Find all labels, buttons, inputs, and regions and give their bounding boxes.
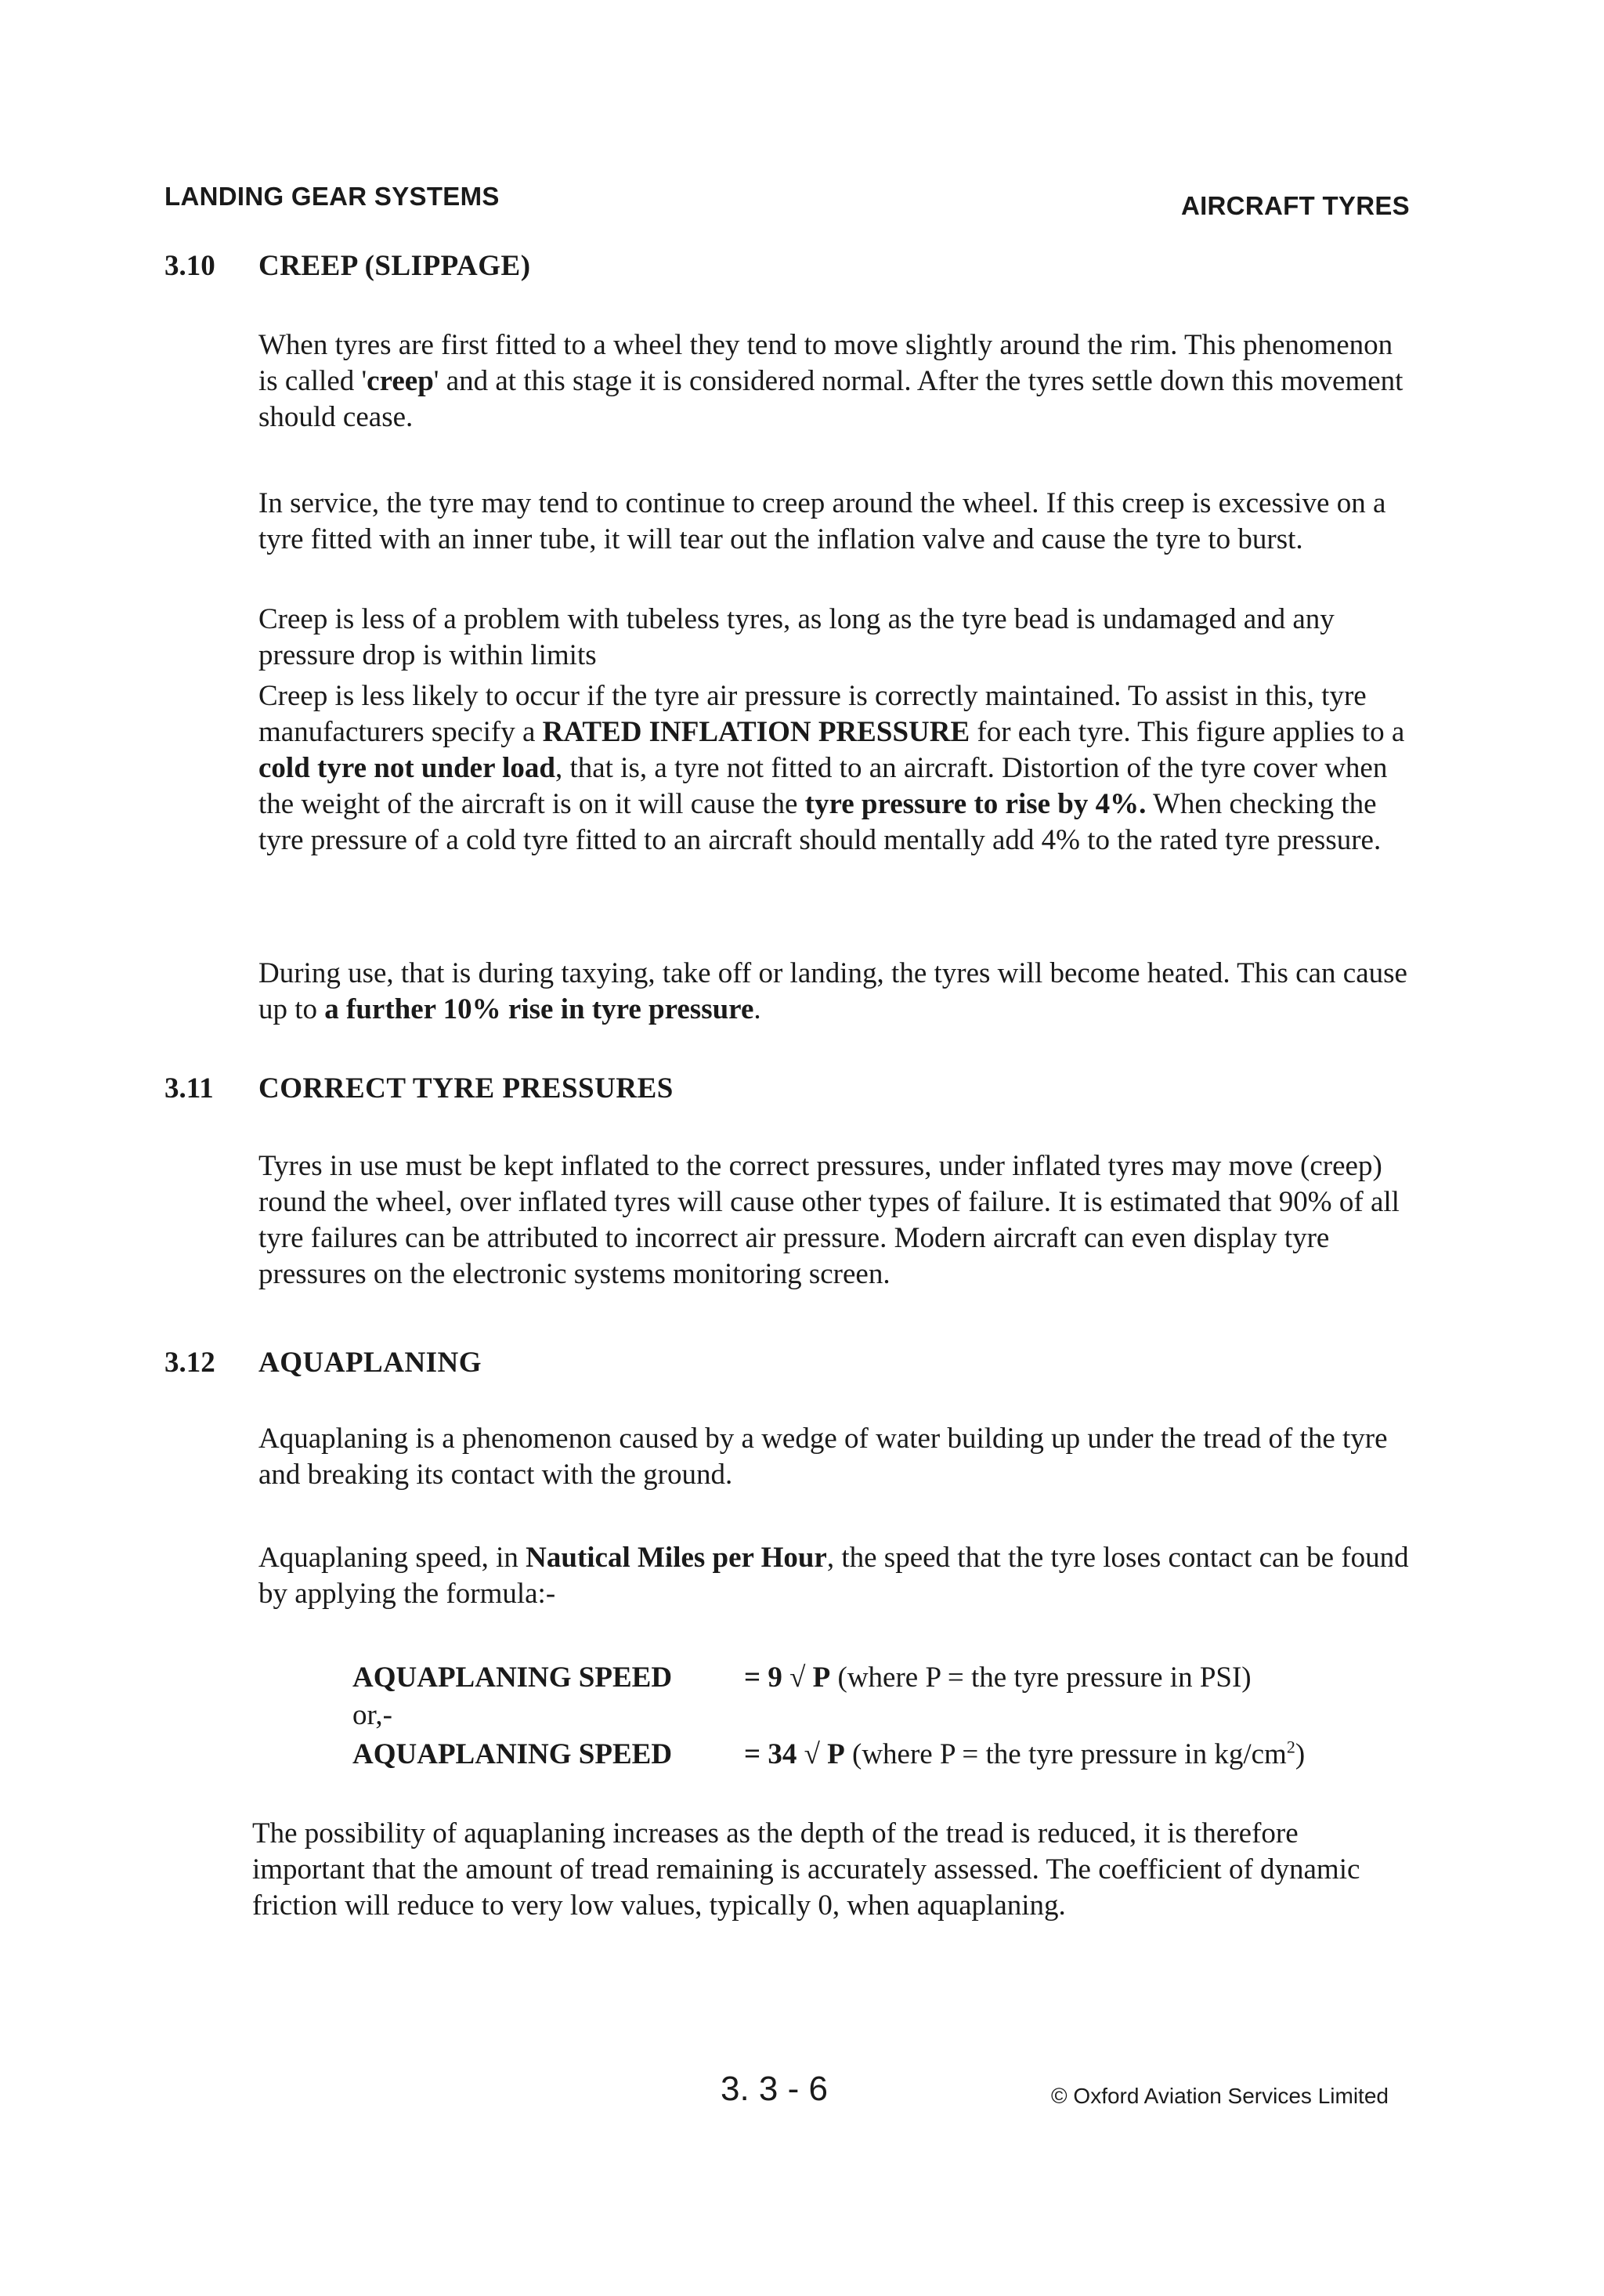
section-3-11-number: 3.11 <box>164 1072 214 1105</box>
formula-or: or,- <box>352 1699 392 1731</box>
formula-kgcm2-label: AQUAPLANING SPEED <box>352 1738 673 1770</box>
section-3-12-number: 3.12 <box>164 1347 215 1379</box>
formula-kgcm2-equation: = 34 √ P (where P = the tyre pressure in $kg/cm^2$) <box>744 1737 1306 1770</box>
section-3-10-title: CREEP (SLIPPAGE) <box>258 250 531 282</box>
creep-paragraph-4: Creep is less likely to occur if the tyre air pressure is correctly maintained. To assist in this, tyre manufacturers specify a RATED INFLATION PRESSURE for each tyre. This figure applies to a cold tyre not under load, that is, a tyre not fitted to an aircraft. Distortion of the tyre cover when the weight of the aircraft is on it will cause the tyre pressure to rise by 4%. When checking the tyre pressure of a cold tyre fitted to an aircraft should mentally add 4% to the rated tyre pressure. <box>258 680 1405 856</box>
pressures-paragraph: Tyres in use must be kept inflated to the correct pressures, under inflated tyres may move (creep) round the wheel, over inflated tyres will cause other types of failure. It is estimated that 90% of all tyre failures can be attributed to incorrect air pressure. Modern aircraft can even display tyre pressures on the electronic systems monitoring screen. <box>258 1150 1400 1290</box>
header-left: LANDING GEAR SYSTEMS <box>164 182 500 211</box>
aquaplaning-paragraph-1: Aquaplaning is a phenomenon caused by a wedge of water building up under the tread of the tyre and breaking its contact with the ground. <box>258 1423 1388 1491</box>
page-number: 3. 3 - 6 <box>721 2070 828 2108</box>
creep-paragraph-5: During use, that is during taxying, take off or landing, the tyres will become heated. This can cause up to a further 10% rise in tyre pressure. <box>258 957 1407 1025</box>
aquaplaning-paragraph-2: Aquaplaning speed, in Nautical Miles per Hour, the speed that the tyre loses contact can be found by applying the formula:- <box>258 1542 1409 1610</box>
formula-psi <box>352 1661 1410 1700</box>
aquaplaning-paragraph-3: The possibility of aquaplaning increases as the depth of the tread is reduced, it is therefore important that the amount of tread remaining is accurately assessed. The coefficient of dynamic friction will reduce to very low values, typically 0, when aquaplaning. <box>252 1817 1360 1922</box>
creep-paragraph-3: Creep is less of a problem with tubeless tyres, as long as the tyre bead is undamaged and any pressure drop is within limits <box>258 603 1335 671</box>
creep-paragraph-1: When tyres are first fitted to a wheel they tend to move slightly around the rim. This phenomenon is called 'creep' and at this stage it is considered normal. After the tyres settle down this movement should cease. <box>258 329 1404 433</box>
copyright-notice: © Oxford Aviation Services Limited <box>1051 2084 1389 2108</box>
header-right: AIRCRAFT TYRES <box>1180 191 1410 220</box>
creep-paragraph-2: In service, the tyre may tend to continue to creep around the wheel. If this creep is excessive on a tyre fitted with an inner tube, it will tear out the inflation valve and cause the tyre to burst. <box>258 487 1386 555</box>
formula-psi-label: AQUAPLANING SPEED <box>352 1661 673 1694</box>
section-3-12-title: AQUAPLANING <box>258 1347 482 1379</box>
formula-kgcm2 <box>352 1737 1410 1777</box>
section-3-10-number: 3.10 <box>164 250 215 282</box>
formula-psi-equation: = 9 √ P (where P = the tyre pressure in PSI) <box>744 1661 1252 1694</box>
section-3-11-title: CORRECT TYRE PRESSURES <box>258 1072 674 1105</box>
